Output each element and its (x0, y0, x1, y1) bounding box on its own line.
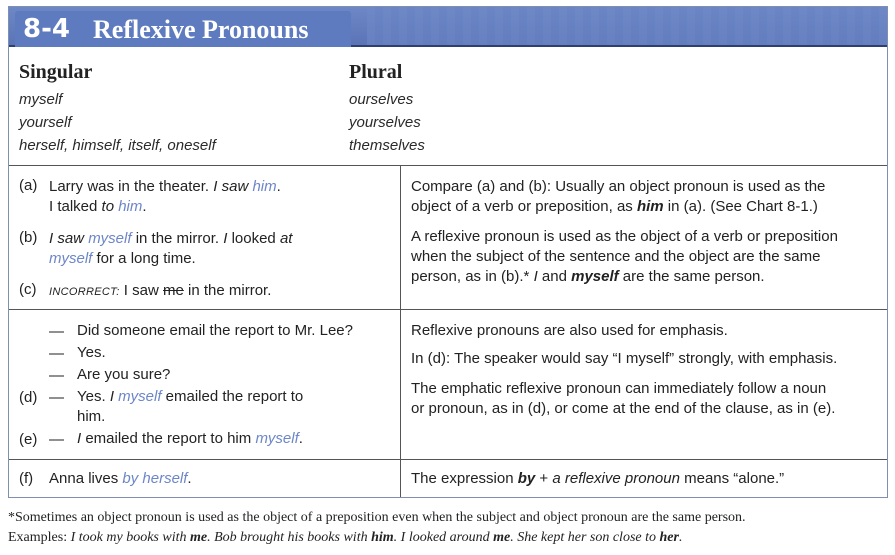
chart-row-2 (9, 309, 887, 460)
example-a-line2: I talked to him. (49, 198, 147, 215)
example-b-line1: I saw myself in the mirror. I looked at (49, 230, 293, 247)
column-divider (400, 165, 401, 309)
plural-item: ourselves (349, 91, 414, 108)
example-label-f: (f) (19, 470, 34, 487)
example-d-line2: him. (77, 408, 106, 425)
footnote-examples: Examples: I took my books with me. Bob brought his books with him. I looked around me. She kept her son close to her. (8, 530, 683, 545)
chart-row-1 (9, 165, 887, 310)
plural-heading: Plural (349, 61, 403, 83)
dialog-line-3: Are you sure? (77, 366, 171, 383)
column-divider (400, 459, 401, 497)
example-d-line1: Yes. I myself emailed the report to (77, 388, 304, 405)
chart-header (9, 7, 887, 47)
pronoun-forms (9, 45, 887, 166)
explanation-1-line2: object of a verb or preposition, as him in (a). (See Chart 8-1.) (411, 198, 818, 215)
example-c-line: INCORRECT: I saw me in the mirror. (49, 282, 272, 299)
example-f-line: Anna lives by herself. (49, 470, 192, 487)
explanation-6: The expression by + a reflexive pronoun means “alone.” (411, 470, 785, 487)
example-a-line1: Larry was in the theater. I saw him. (49, 178, 281, 195)
example-label-a: (a) (19, 177, 38, 194)
singular-heading: Singular (19, 61, 93, 83)
header-stripe (367, 7, 887, 45)
dialog-line-2: Yes. (77, 344, 106, 361)
chart-title: Reflexive Pronouns (93, 15, 309, 44)
dialog-dash: — (49, 389, 64, 406)
chart-frame (8, 6, 888, 498)
example-label-e: (e) (19, 431, 38, 448)
explanation-5-line1: The emphatic reflexive pronoun can immediately follow a noun (411, 380, 827, 397)
dialog-dash: — (49, 345, 64, 362)
example-label-c: (c) (19, 281, 37, 298)
example-label-b: (b) (19, 229, 38, 246)
explanation-3: Reflexive pronouns are also used for emphasis. (411, 322, 728, 339)
column-divider (400, 309, 401, 459)
plural-item: yourselves (349, 114, 421, 131)
singular-item: myself (19, 91, 63, 108)
dialog-line-1: Did someone email the report to Mr. Lee? (77, 322, 353, 339)
explanation-5-line2: or pronoun, as in (d), or come at the end of the clause, as in (e). (411, 400, 836, 417)
dialog-dash: — (49, 323, 64, 340)
example-label-d: (d) (19, 389, 38, 406)
example-e-line: I emailed the report to him myself. (77, 430, 303, 447)
footnote-line-1: *Sometimes an object pronoun is used as the object of a preposition even when the subject and object pronoun are the same person. (8, 510, 746, 525)
chart-number: 8-4 (23, 14, 70, 44)
example-b-line2: myself for a long time. (49, 250, 196, 267)
singular-item: yourself (19, 114, 72, 131)
plural-item: themselves (349, 137, 425, 154)
dialog-dash: — (49, 431, 64, 448)
dialog-dash: — (49, 367, 64, 384)
explanation-1-line1: Compare (a) and (b): Usually an object pronoun is used as the (411, 178, 826, 195)
chart-row-3 (9, 459, 887, 497)
footnote (8, 508, 888, 548)
explanation-2-line2: when the subject of the sentence and the object are the same (411, 248, 821, 265)
explanation-2-line3: person, as in (b).* I and myself are the same person. (411, 268, 765, 285)
explanation-4: In (d): The speaker would say “I myself” strongly, with emphasis. (411, 350, 838, 367)
singular-item: herself, himself, itself, oneself (19, 137, 216, 154)
explanation-2-line1: A reflexive pronoun is used as the object of a verb or preposition (411, 228, 838, 245)
